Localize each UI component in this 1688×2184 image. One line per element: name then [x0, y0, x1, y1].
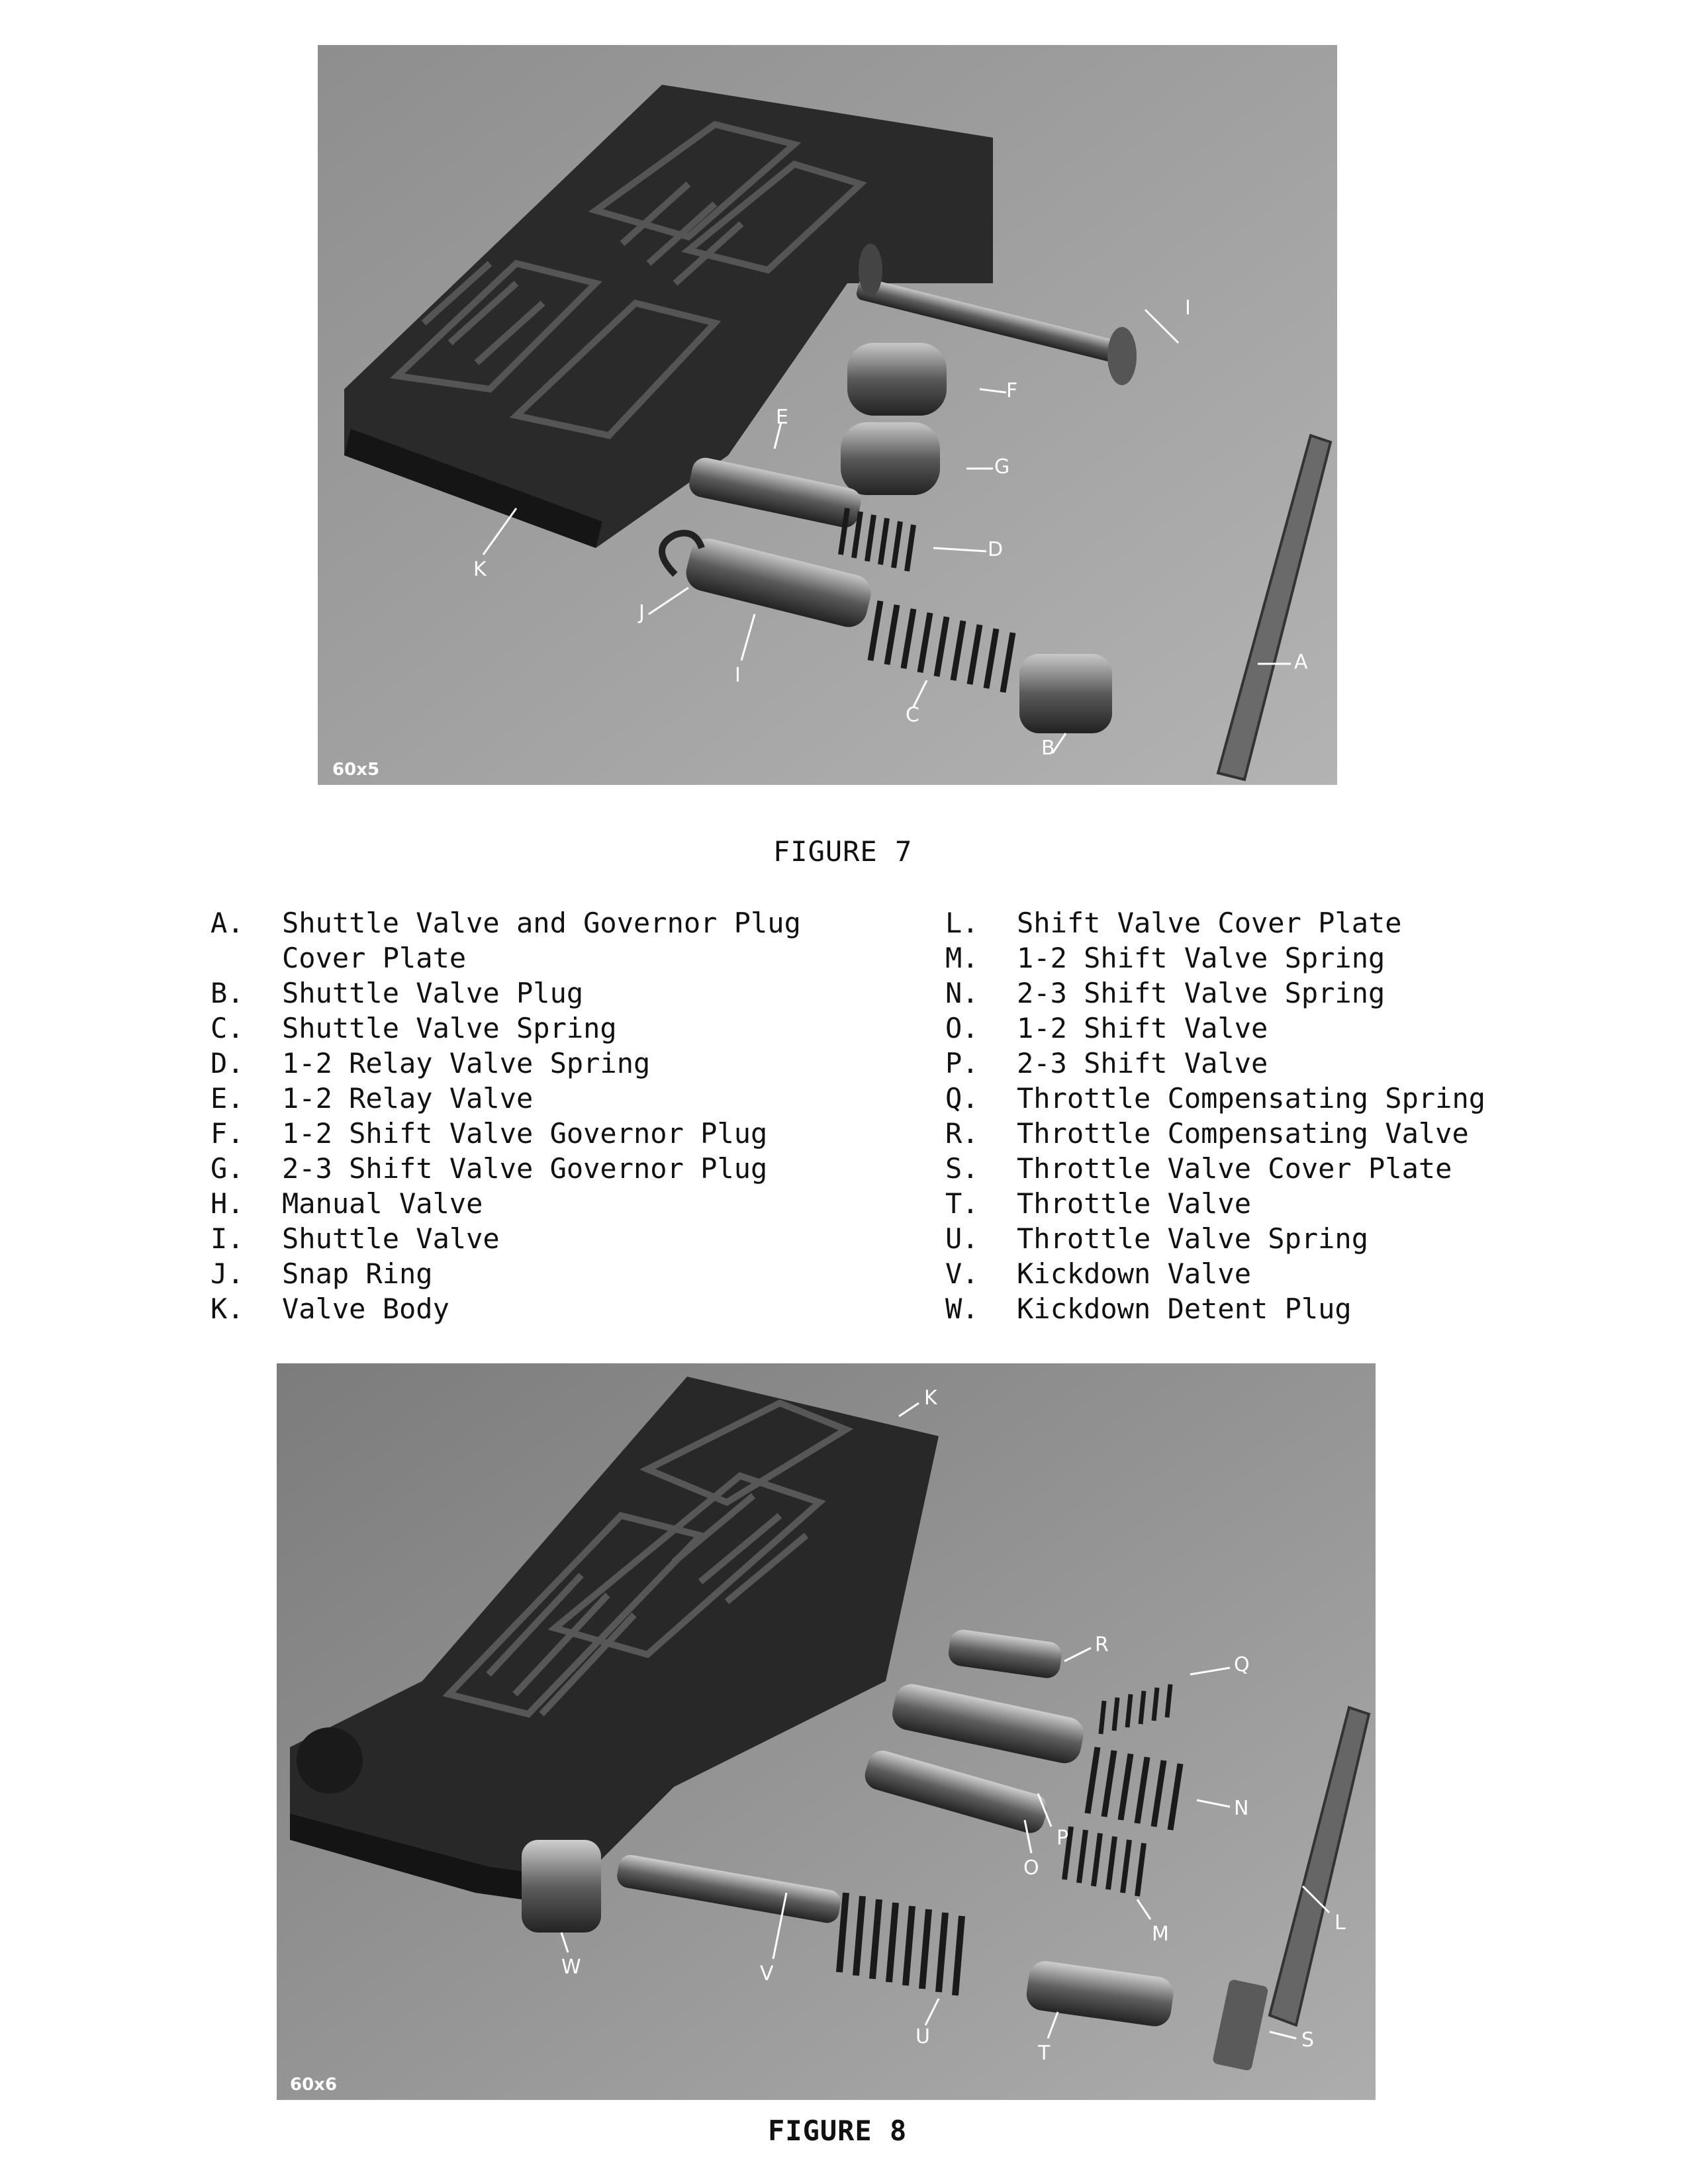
governor-plug-g: [841, 422, 940, 495]
callout-q: Q: [1234, 1653, 1250, 1676]
legend-item-u: U. Throttle Valve Spring: [945, 1222, 1369, 1255]
callout-a: A: [1294, 651, 1308, 674]
legend-item-e: E. 1-2 Relay Valve: [211, 1082, 534, 1115]
callout-r: R: [1095, 1633, 1109, 1657]
callout-h: I: [1185, 296, 1191, 320]
legend-item-j: J. Snap Ring: [211, 1257, 433, 1290]
callout-t: T: [1038, 2042, 1051, 2065]
legend-item-m: M. 1-2 Shift Valve Spring: [945, 942, 1385, 974]
legend-right: [945, 905, 1485, 1326]
legend-item-w: W. Kickdown Detent Plug: [945, 1293, 1352, 1325]
legend-item-d: D. 1-2 Relay Valve Spring: [211, 1047, 651, 1079]
callout-b: B: [1041, 737, 1055, 760]
callout-u: U: [915, 2025, 930, 2048]
callout-d: D: [988, 538, 1004, 561]
callout-w: W: [561, 1956, 581, 1979]
legend-item-r: R. Throttle Compensating Valve: [945, 1117, 1469, 1150]
legend-item-b: B. Shuttle Valve Plug: [211, 977, 584, 1009]
legend-item-v: V. Kickdown Valve: [945, 1257, 1252, 1290]
callout-g: G: [994, 455, 1010, 478]
legend-item-l: L. Shift Valve Cover Plate: [945, 907, 1402, 939]
callout-n: N: [1234, 1797, 1249, 1820]
legend-item-t: T. Throttle Valve: [945, 1187, 1252, 1220]
photo-code-7: 60x5: [332, 760, 380, 780]
kickdown-detent-plug-w: [522, 1840, 601, 1933]
legend-item-i: I. Shuttle Valve: [211, 1222, 500, 1255]
legend-item-c: C. Shuttle Valve Spring: [211, 1012, 617, 1044]
legend-item-p: P. 2-3 Shift Valve: [945, 1047, 1268, 1079]
governor-plug-f: [847, 343, 947, 416]
legend-item-k: K. Valve Body: [211, 1293, 449, 1325]
callout-k-8: K: [924, 1387, 937, 1410]
legend-item-q: Q. Throttle Compensating Spring: [945, 1082, 1486, 1115]
legend-left: [211, 905, 801, 1326]
legend-item-f: F. 1-2 Shift Valve Governor Plug: [211, 1117, 768, 1150]
callout-v: V: [760, 1962, 774, 1985]
callout-m: M: [1152, 1923, 1169, 1946]
callout-p: P: [1056, 1827, 1069, 1850]
figure-7-illustration: [318, 45, 1337, 785]
legend-item-h: H. Manual Valve: [211, 1187, 483, 1220]
callout-j: J: [639, 601, 645, 624]
photo-code-8: 60x6: [290, 2075, 338, 2095]
shuttle-valve-plug-b: [1019, 654, 1112, 733]
legend-item-a-continuation: Cover Plate: [282, 942, 467, 974]
callout-o: O: [1023, 1856, 1039, 1880]
callout-l: L: [1335, 1911, 1346, 1934]
callout-k: K: [473, 558, 487, 581]
legend-item-s: S. Throttle Valve Cover Plate: [945, 1152, 1452, 1185]
callout-f: F: [1006, 379, 1018, 402]
figure-8-illustration: [277, 1363, 1376, 2100]
figure-7-photo: [318, 45, 1337, 785]
callout-c: C: [906, 704, 919, 727]
legend-item-o: O. 1-2 Shift Valve: [945, 1012, 1268, 1044]
figure-7-caption: FIGURE 7: [773, 835, 913, 868]
legend-item-n: N. 2-3 Shift Valve Spring: [945, 977, 1385, 1009]
callout-e: E: [776, 406, 788, 429]
legend-item-g: G. 2-3 Shift Valve Governor Plug: [211, 1152, 768, 1185]
legend-item-a: A. Shuttle Valve and Governor Plug: [211, 907, 801, 939]
callout-s: S: [1301, 2028, 1315, 2052]
figure-8-photo: [277, 1363, 1376, 2100]
callout-i: I: [735, 664, 741, 687]
figure-8-caption: FIGURE 8: [768, 2115, 908, 2147]
